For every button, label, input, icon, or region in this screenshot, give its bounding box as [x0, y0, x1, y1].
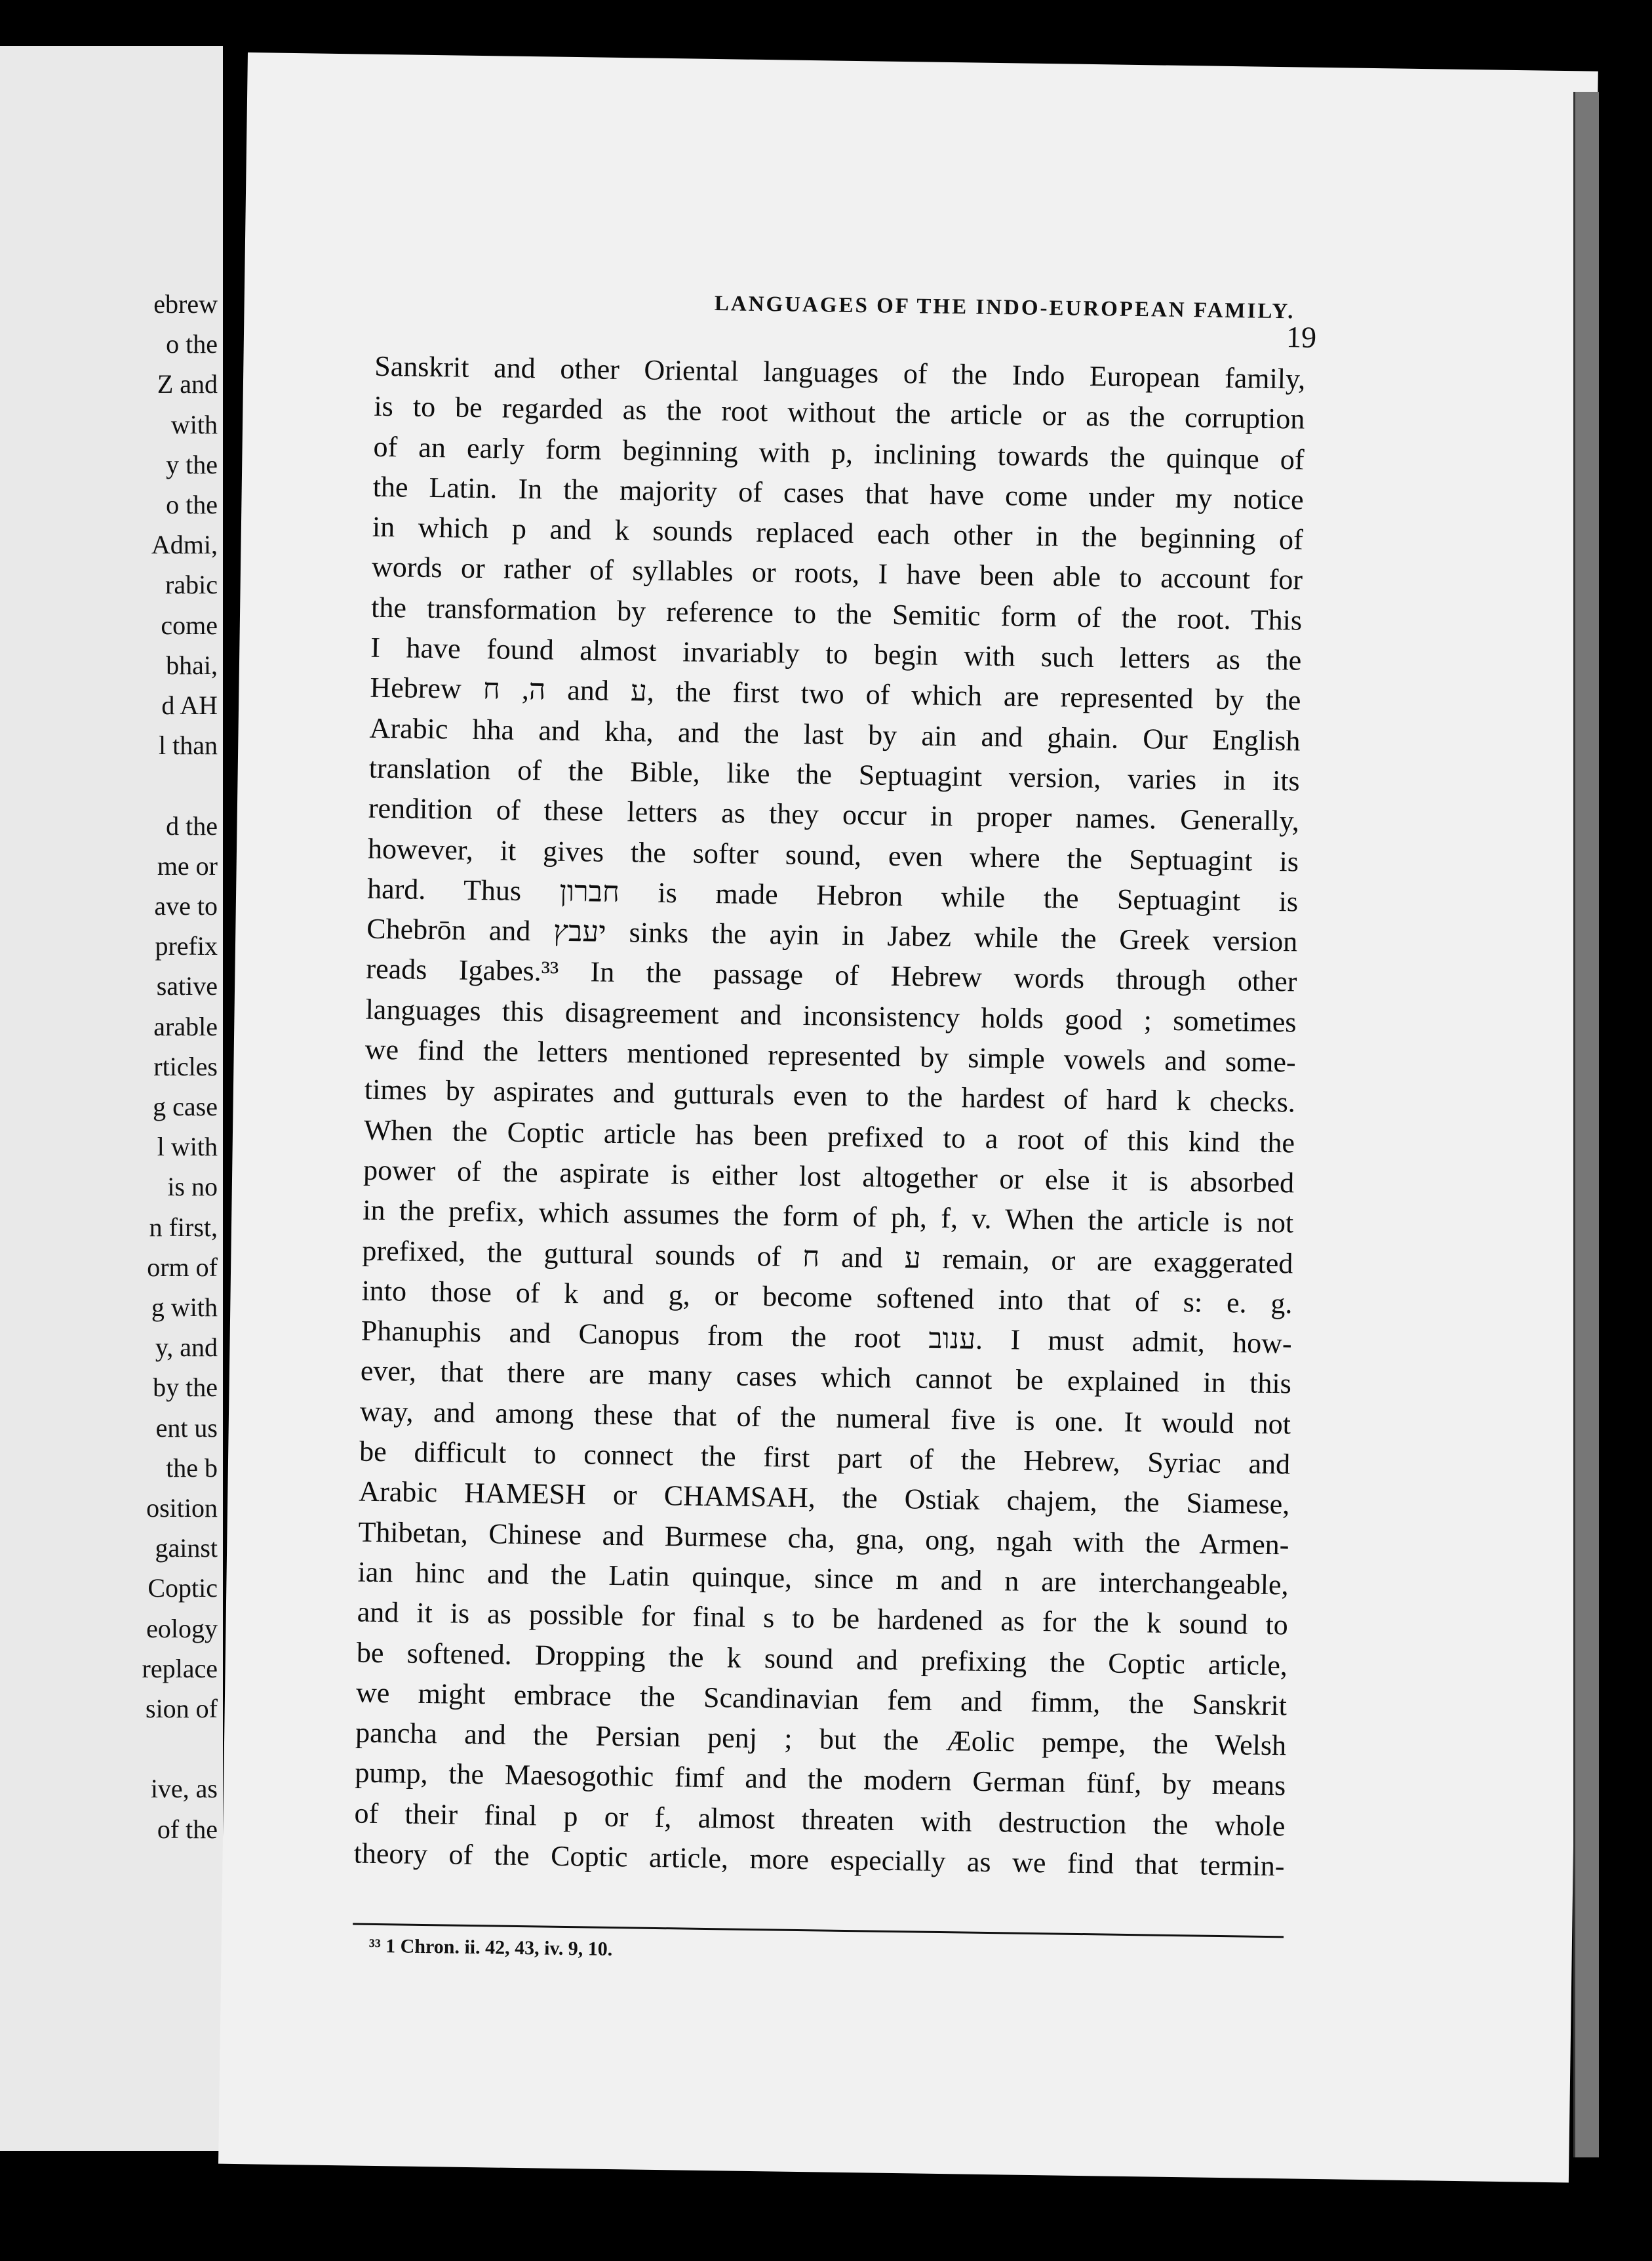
- left-page-line: o the: [166, 329, 218, 359]
- footnote: ³³ 1 Chron. ii. 42, 43, iv. 9, 10.: [368, 1934, 613, 1961]
- running-head: LANGUAGES OF THE INDO-EUROPEAN FAMILY.: [714, 291, 1295, 324]
- left-page-line: of the: [157, 1814, 218, 1844]
- left-page-line: is no: [167, 1172, 218, 1202]
- left-page-line: y, and: [155, 1332, 218, 1363]
- body-line: Sanskrit and other Oriental languages of the Indo European family,: [374, 350, 1306, 395]
- left-page-line: with: [170, 409, 218, 439]
- body-line: When the Coptic article has been prefixed to a root of this kind the: [363, 1113, 1295, 1159]
- page-stack-edge: [1573, 92, 1599, 2157]
- body-line: be difficult to connect the first part of the Hebrew, Syriac and: [359, 1435, 1291, 1481]
- body-line: however, it gives the softer sound, even where the Septuagint is: [367, 832, 1299, 878]
- left-page-line: rticles: [153, 1051, 218, 1081]
- body-line: Arabic hha and kha, and the last by ain and ghain. Our English: [369, 711, 1301, 757]
- body-line: Arabic HAMESH or CHAMSAH, the Ostiak chajem, the Siamese,: [359, 1475, 1290, 1521]
- left-page-line: n first,: [149, 1212, 218, 1242]
- body-line: of an early form beginning with p, inclining towards the quinque of: [373, 430, 1305, 476]
- body-line: rendition of these letters as they occur in proper names. Generally,: [368, 791, 1300, 837]
- left-page-line: the b: [166, 1452, 218, 1483]
- body-line: reads Igabes.³³ In the passage of Hebrew words through other: [366, 953, 1297, 998]
- page-number: 19: [1286, 320, 1317, 354]
- body-line: the Latin. In the majority of cases that have come under my notice: [372, 470, 1304, 516]
- left-page-line: ave to: [154, 891, 218, 921]
- left-page-line: Z and: [157, 369, 218, 399]
- left-page-line: rabic: [165, 570, 218, 600]
- body-line: power of the aspirate is either lost altogether or else it is absorbed: [363, 1153, 1295, 1199]
- body-line: is to be regarded as the root without the article or as the corruption: [374, 390, 1305, 435]
- left-page-line: g case: [153, 1092, 218, 1121]
- body-line: Phanuphis and Canopus from the root ענוב. I must admit, how-: [361, 1314, 1293, 1360]
- body-line: ian hinc and the Latin quinque, since m and n are interchangeable,: [357, 1555, 1289, 1601]
- left-page-line: ent us: [155, 1412, 218, 1443]
- left-page-line: bhai,: [166, 650, 218, 680]
- body-line: be softened. Dropping the k sound and prefixing the Coptic article,: [356, 1636, 1288, 1681]
- body-line: the transformation by reference to the Semitic form of the root. This: [370, 591, 1303, 637]
- left-page-line: d the: [166, 810, 218, 841]
- left-page-line: Coptic: [148, 1573, 218, 1603]
- body-line: we find the letters mentioned represented by simple vowels and some-: [364, 1033, 1296, 1079]
- left-page-line: osition: [146, 1493, 218, 1523]
- body-line: we might embrace the Scandinavian fem and fimm, the Sanskrit: [355, 1676, 1288, 1722]
- body-line: pump, the Maesogothic fimf and the modern German fünf, by means: [355, 1756, 1286, 1802]
- left-page-line: replace: [142, 1653, 218, 1683]
- body-line: prefixed, the guttural sounds of ח and ע remain, or are exaggerated: [362, 1234, 1293, 1279]
- left-page-line: gainst: [155, 1533, 218, 1563]
- left-page-line: g with: [151, 1292, 218, 1322]
- left-page-line: y the: [166, 449, 218, 479]
- body-line: of their final p or f, almost threaten with destruction the whole: [354, 1797, 1286, 1843]
- body-line: and it is as possible for final s to be hardened as for the k sound to: [357, 1595, 1289, 1641]
- left-page-line: come: [161, 610, 218, 640]
- footnote-rule: [353, 1923, 1284, 1938]
- body-line: languages this disagreement and inconsistency holds good ; sometimes: [365, 993, 1297, 1039]
- left-page-line: eology: [146, 1613, 218, 1643]
- body-line: way, and among these that of the numeral five is one. It would not: [359, 1395, 1291, 1441]
- left-page-line: me or: [157, 850, 218, 881]
- left-page-line: by the: [153, 1372, 218, 1403]
- left-page-line: l than: [159, 730, 218, 761]
- body-line: times by aspirates and gutturals even to the hardest of hard k checks.: [364, 1073, 1296, 1119]
- left-page-line: o the: [166, 490, 218, 519]
- body-line: I have found almost invariably to begin with such letters as the: [370, 631, 1302, 677]
- body-line: translation of the Bible, like the Septuagint version, varies in its: [368, 751, 1300, 797]
- body-line: hard. Thus חברון is made Hebron while the Septuagint is: [366, 872, 1299, 918]
- left-page-line: orm of: [147, 1252, 218, 1282]
- body-line: theory of the Coptic article, more especially as we find that termin-: [353, 1837, 1285, 1883]
- left-page-line: Admi,: [151, 530, 218, 560]
- body-line: in which p and k sounds replaced each other in the beginning of: [372, 510, 1304, 556]
- body-line: pancha and the Persian penj ; but the Æolic pempe, the Welsh: [355, 1716, 1287, 1762]
- body-line: in the prefix, which assumes the form of ph, f, v. When the article is not: [363, 1193, 1294, 1239]
- left-facing-page: [0, 46, 223, 2151]
- right-page: [218, 52, 1598, 2182]
- left-page-line: prefix: [155, 931, 218, 961]
- left-page-line: ive, as: [150, 1774, 218, 1804]
- left-page-line: sion of: [146, 1694, 218, 1723]
- left-page-line: sative: [156, 971, 218, 1001]
- body-text: [353, 346, 1305, 1887]
- body-line: ever, that there are many cases which cannot be explained in this: [360, 1355, 1292, 1400]
- body-line: Hebrew ה, ח and ע, the first two of which are represented by the: [370, 671, 1301, 717]
- body-line: Chebrōn and יעבץ sinks the ayin in Jabez while the Greek version: [366, 912, 1298, 958]
- body-line: Thibetan, Chinese and Burmese cha, gna, ong, ngah with the Armen-: [358, 1515, 1289, 1561]
- body-line: into those of k and g, or become softened into that of s: e. g.: [361, 1274, 1293, 1320]
- left-page-line: d AH: [161, 690, 218, 720]
- body-line: words or rather of syllables or roots, I have been able to account for: [371, 551, 1303, 597]
- left-page-line: ebrew: [153, 289, 218, 319]
- left-page-line: arable: [153, 1011, 218, 1041]
- left-page-line: l with: [157, 1132, 218, 1162]
